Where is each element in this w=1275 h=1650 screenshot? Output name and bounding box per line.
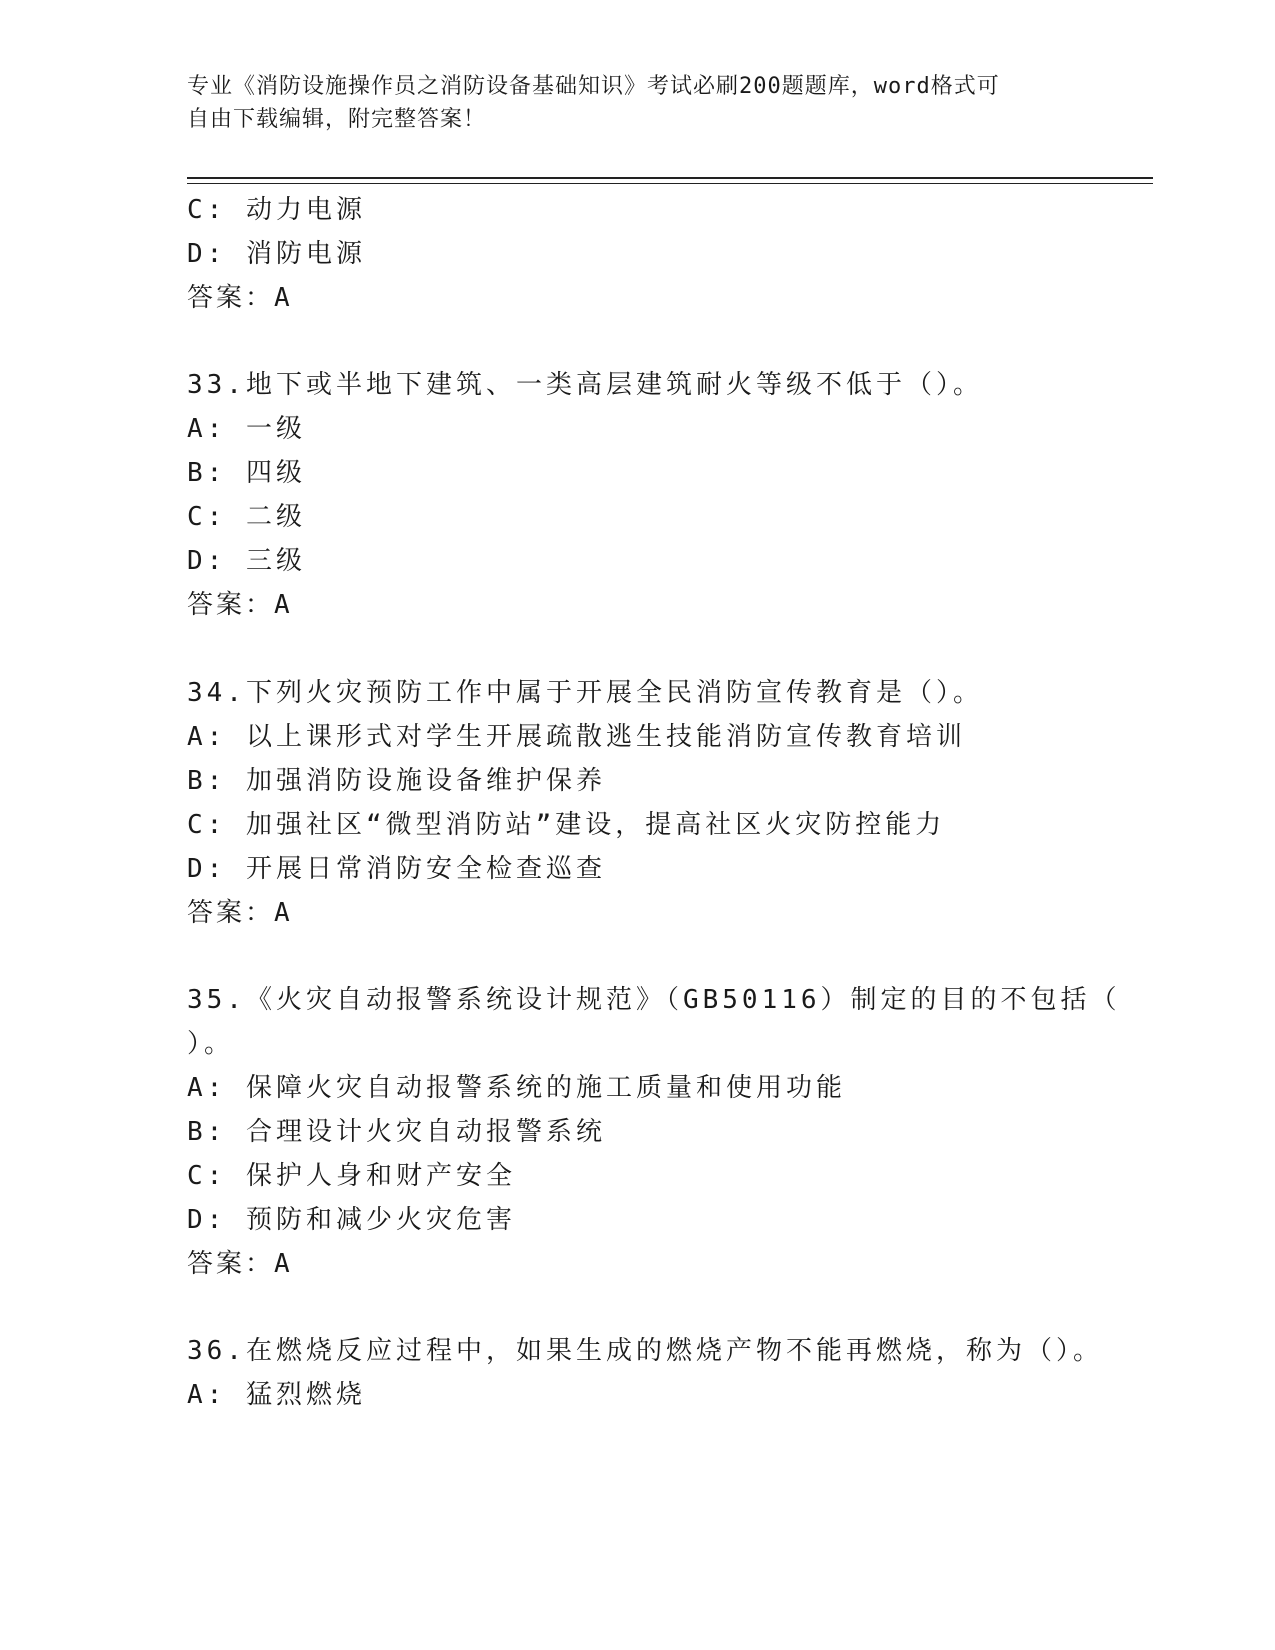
answer: 答案：A <box>187 590 293 620</box>
option-a: A: 猛烈燃烧 <box>187 1380 366 1410</box>
option-a: A: 一级 <box>187 414 306 444</box>
option-d: D: 消防电源 <box>187 239 366 269</box>
option-b: B: 加强消防设施设备维护保养 <box>187 766 606 796</box>
answer: 答案：A <box>187 1249 293 1279</box>
option-c: C: 保护人身和财产安全 <box>187 1161 516 1191</box>
header-line-2: 自由下载编辑，附完整答案！ <box>187 107 487 132</box>
header-divider-thin <box>187 183 1153 184</box>
option-d: D: 预防和减少火灾危害 <box>187 1205 516 1235</box>
answer: 答案：A <box>187 283 293 313</box>
option-d: D: 三级 <box>187 546 306 576</box>
option-c: C: 加强社区“微型消防站”建设，提高社区火灾防控能力 <box>187 810 946 840</box>
answer: 答案：A <box>187 898 293 928</box>
question-34: 34.下列火灾预防工作中属于开展全民消防宣传教育是（）。 <box>187 678 983 708</box>
option-d: D: 开展日常消防安全检查巡查 <box>187 854 606 884</box>
option-a: A: 保障火灾自动报警系统的施工质量和使用功能 <box>187 1073 846 1103</box>
question-33: 33.地下或半地下建筑、一类高层建筑耐火等级不低于（）。 <box>187 370 983 400</box>
option-a: A: 以上课形式对学生开展疏散逃生技能消防宣传教育培训 <box>187 722 966 752</box>
question-35: 35.《火灾自动报警系统设计规范》（GB50116）制定的目的不包括（ <box>187 985 1121 1015</box>
option-b: B: 四级 <box>187 458 306 488</box>
document-header <box>187 70 1067 136</box>
question-35-continued: ）。 <box>187 1029 235 1059</box>
header-divider <box>187 177 1153 179</box>
option-c: C: 二级 <box>187 502 306 532</box>
question-36: 36.在燃烧反应过程中，如果生成的燃烧产物不能再燃烧，称为（）。 <box>187 1336 1103 1366</box>
header-line-1: 专业《消防设施操作员之消防设备基础知识》考试必刷200题题库，word格式可 <box>187 74 1000 99</box>
option-b: B: 合理设计火灾自动报警系统 <box>187 1117 606 1147</box>
option-c: C: 动力电源 <box>187 195 366 225</box>
